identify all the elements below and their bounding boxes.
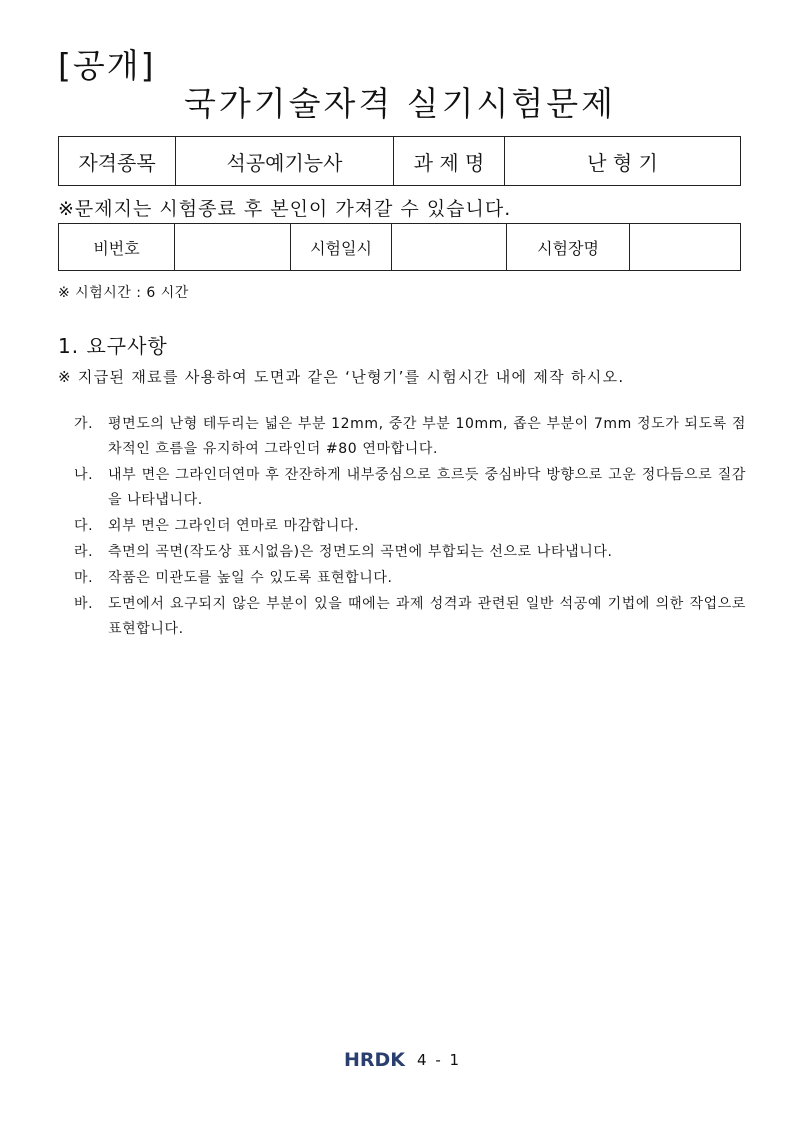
value-exam-date[interactable] bbox=[392, 224, 507, 271]
value-qualification: 석공예기능사 bbox=[176, 137, 394, 186]
page-footer bbox=[344, 1049, 461, 1071]
label-task-name: 과 제 명 bbox=[394, 137, 505, 186]
hrdk-logo: HRDK bbox=[344, 1049, 406, 1071]
value-task-name: 난 형 기 bbox=[505, 137, 741, 186]
document-title: 국가기술자격 실기시험문제 bbox=[183, 84, 617, 123]
section-instruction: ※ 지급된 재료를 사용하여 도면과 같은 ‘난형기’를 시험시간 내에 제작 하시오. bbox=[58, 368, 625, 386]
list-item bbox=[74, 566, 746, 591]
section-title: 1. 요구사항 bbox=[58, 334, 168, 358]
item-marker: 가. bbox=[74, 416, 94, 432]
list-item bbox=[74, 412, 746, 462]
value-seat-number[interactable] bbox=[175, 224, 291, 271]
item-text: 평면도의 난형 테두리는 넓은 부분 12mm, 중간 부분 10mm, 좁은 부분이 7mm 정도가 되도록 점차적인 흐름을 유지하여 그라인더 #80 연마합니다. bbox=[108, 416, 746, 457]
info-table bbox=[58, 136, 741, 186]
label-exam-date: 시험일시 bbox=[291, 224, 392, 271]
label-qualification: 자격종목 bbox=[59, 137, 176, 186]
item-marker: 나. bbox=[74, 467, 94, 483]
item-text: 내부 면은 그라인더연마 후 잔잔하게 내부중심으로 흐르듯 중심바닥 방향으로 고운 정다듬으로 질감을 나타냅니다. bbox=[108, 467, 746, 508]
label-exam-site: 시험장명 bbox=[507, 224, 630, 271]
list-item bbox=[74, 592, 746, 642]
label-seat-number: 비번호 bbox=[59, 224, 175, 271]
item-text: 외부 면은 그라인더 연마로 마감합니다. bbox=[108, 518, 360, 534]
requirements-list bbox=[74, 412, 746, 643]
notice-text: ※문제지는 시험종료 후 본인이 가져갈 수 있습니다. bbox=[58, 198, 512, 220]
exam-time: ※ 시험시간 : 6 시간 bbox=[58, 285, 189, 301]
item-text: 도면에서 요구되지 않은 부분이 있을 때에는 과제 성격과 관련된 일반 석공예 기법에 의한 작업으로 표현합니다. bbox=[108, 596, 746, 637]
list-item bbox=[74, 514, 746, 539]
item-marker: 바. bbox=[74, 596, 94, 612]
page-number: 4 - 1 bbox=[417, 1051, 462, 1069]
list-item bbox=[74, 463, 746, 513]
item-marker: 마. bbox=[74, 570, 94, 586]
item-marker: 다. bbox=[74, 518, 94, 534]
item-text: 작품은 미관도를 높일 수 있도록 표현합니다. bbox=[108, 570, 393, 586]
list-item bbox=[74, 540, 746, 565]
item-marker: 라. bbox=[74, 544, 94, 560]
value-exam-site[interactable] bbox=[630, 224, 741, 271]
public-tag: [공개] bbox=[58, 46, 156, 85]
id-table bbox=[58, 223, 741, 271]
item-text: 측면의 곡면(작도상 표시없음)은 정면도의 곡면에 부합되는 선으로 나타냅니다. bbox=[108, 544, 613, 560]
